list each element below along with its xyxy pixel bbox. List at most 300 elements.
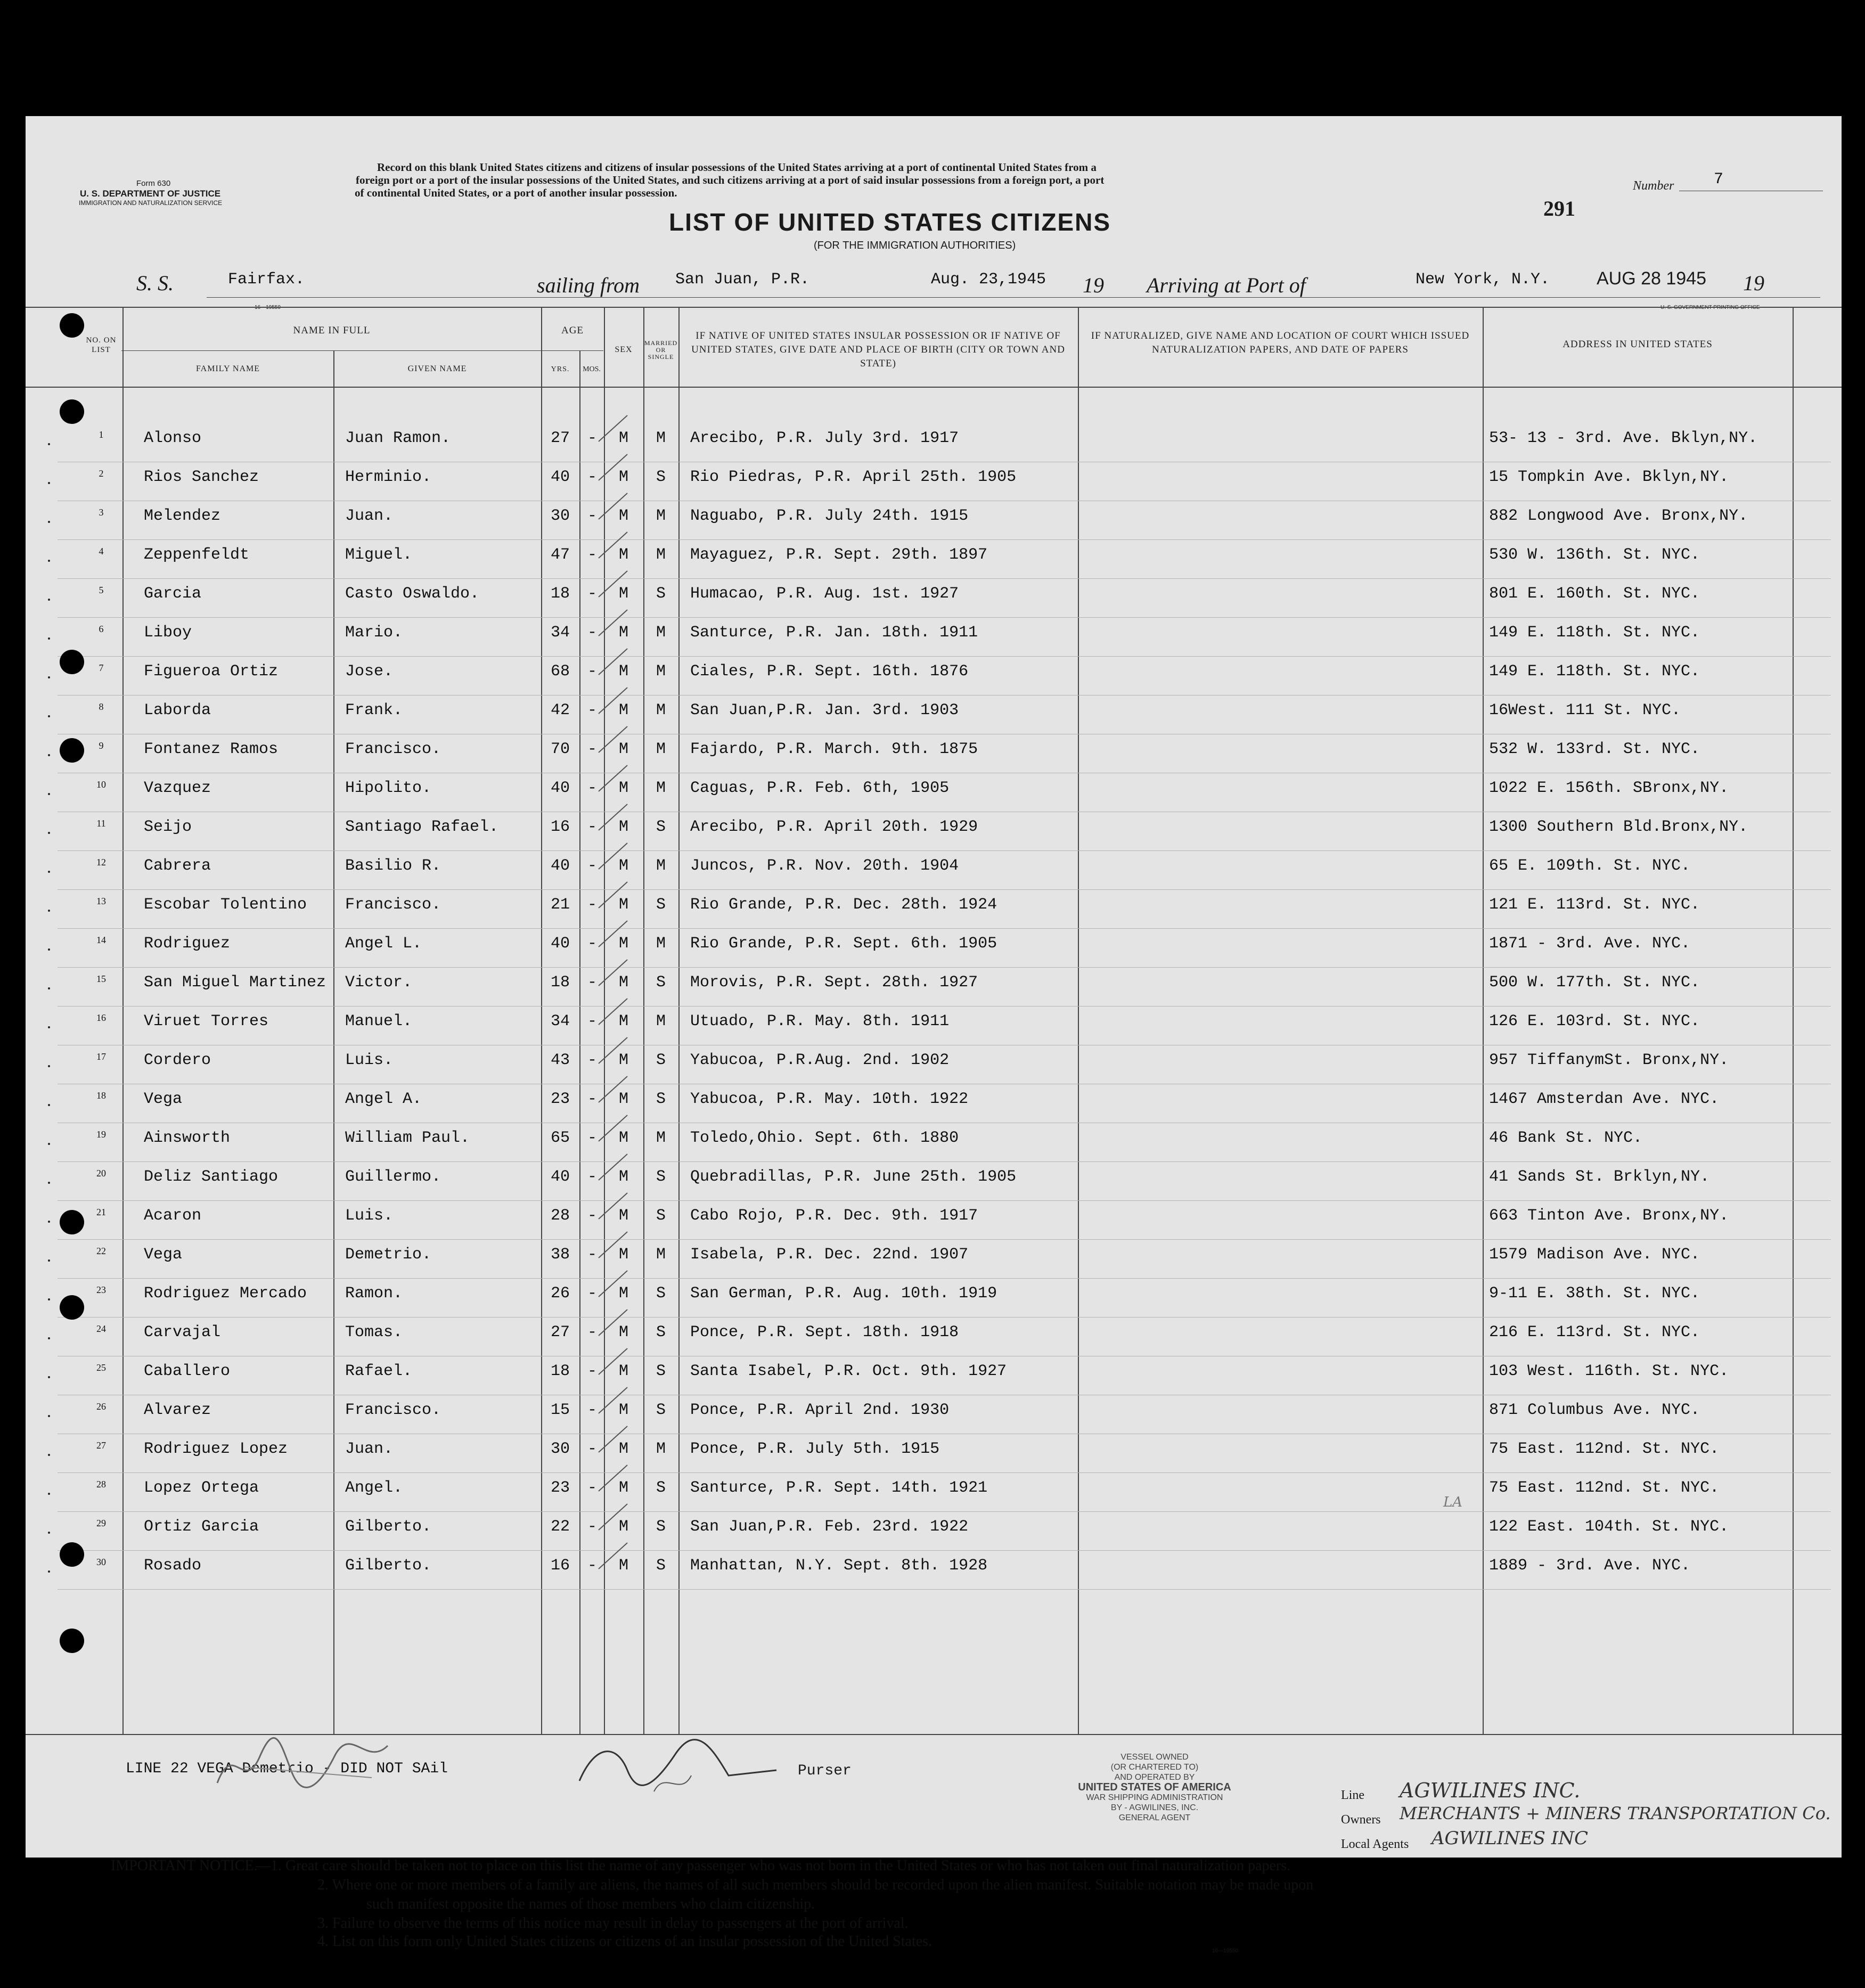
department: U. S. DEPARTMENT OF JUSTICE xyxy=(80,189,221,199)
notice-item-3: 3. Failure to observe the terms of this notice may result in delay to passengers at the port of arrival. xyxy=(317,1915,909,1932)
cell-sex: M xyxy=(618,896,628,914)
cell-sex: M xyxy=(618,1518,628,1536)
year-label-2: 19 xyxy=(1743,271,1764,295)
margin-tick xyxy=(48,1415,50,1417)
row-rule xyxy=(58,1317,1831,1318)
margin-tick xyxy=(48,1532,50,1534)
stamp-line: GENERAL AGENT xyxy=(1118,1813,1191,1822)
cell-sex: M xyxy=(618,546,628,564)
cell-yrs: 34 xyxy=(550,624,570,642)
voyage-underline xyxy=(207,297,1820,298)
cell-given: Demetrio. xyxy=(345,1246,432,1264)
cell-yrs: 27 xyxy=(550,1323,570,1341)
cell-family: Figueroa Ortiz xyxy=(144,662,279,681)
cell-address: 1871 - 3rd. Ave. NYC. xyxy=(1489,935,1691,953)
cell-given: Juan. xyxy=(345,507,394,525)
margin-tick xyxy=(48,637,50,640)
table-row xyxy=(26,1512,1842,1551)
cell-address: 216 E. 113rd. St. NYC. xyxy=(1489,1323,1700,1341)
table-row xyxy=(26,541,1842,579)
stamp-line: VESSEL OWNED xyxy=(1120,1753,1189,1762)
check-mark-icon xyxy=(594,1190,632,1222)
cell-ms: S xyxy=(656,1168,666,1186)
cell-sex: M xyxy=(618,1285,628,1303)
cell-sex: M xyxy=(618,818,628,836)
cell-mos: - xyxy=(587,1051,597,1069)
margin-tick xyxy=(48,1570,50,1573)
check-mark-icon xyxy=(594,1384,632,1416)
check-mark-icon xyxy=(594,451,632,483)
cell-mos: - xyxy=(587,662,597,681)
cell-address: 532 W. 133rd. St. NYC. xyxy=(1489,740,1700,758)
table-row xyxy=(26,813,1842,852)
margin-tick xyxy=(48,560,50,562)
cell-yrs: 18 xyxy=(550,1362,570,1380)
instructions-line-2: foreign port or a port of the insular possessions of the United States, and such citizens arriving at a port of said insular possessions from a foreign port, a port xyxy=(356,174,1105,186)
cell-birth: Naguabo, P.R. July 24th. 1915 xyxy=(690,507,969,525)
table-row xyxy=(26,1201,1842,1240)
margin-tick xyxy=(48,1104,50,1106)
header-naturalized: IF NATURALIZED, GIVE NAME AND LOCATION OF COURT WHICH ISSUED NATURALIZATION PAPERS, AND DATE OF PAPERS xyxy=(1091,330,1470,355)
cell-birth: Arecibo, P.R. July 3rd. 1917 xyxy=(690,429,959,447)
cell-address: 957 TiffanymSt. Bronx,NY. xyxy=(1489,1051,1729,1069)
check-mark-icon xyxy=(594,918,632,950)
margin-tick xyxy=(48,443,50,445)
cell-yrs: 23 xyxy=(550,1479,570,1497)
cell-birth: San Juan,P.R. Jan. 3rd. 1903 xyxy=(690,701,959,719)
cell-birth: Ciales, P.R. Sept. 16th. 1876 xyxy=(690,662,969,681)
cell-ms: S xyxy=(656,1323,666,1341)
cell-mos: - xyxy=(587,701,597,719)
cell-birth: Ponce, P.R. July 5th. 1915 xyxy=(690,1440,940,1458)
check-mark-icon xyxy=(594,412,632,444)
table-row xyxy=(26,1085,1842,1124)
binder-hole xyxy=(60,399,84,424)
cell-birth: Yabucoa, P.R. May. 10th. 1922 xyxy=(690,1090,969,1108)
cell-address: 65 E. 109th. St. NYC. xyxy=(1489,857,1691,875)
cell-given: Luis. xyxy=(345,1051,394,1069)
cell-ms: M xyxy=(656,701,666,719)
cell-ms: S xyxy=(656,818,666,836)
header-yrs: YRS. xyxy=(551,365,570,373)
cell-birth: Santa Isabel, P.R. Oct. 9th. 1927 xyxy=(690,1362,1007,1380)
cell-family: Zeppenfeldt xyxy=(144,546,250,564)
check-mark-icon xyxy=(594,1306,632,1338)
cell-yrs: 47 xyxy=(550,546,570,564)
cell-family: Viruet Torres xyxy=(144,1012,269,1030)
margin-tick xyxy=(48,1454,50,1456)
cell-sex: M xyxy=(618,468,628,486)
cell-address: 75 East. 112nd. St. NYC. xyxy=(1489,1440,1720,1458)
cell-family: Fontanez Ramos xyxy=(144,740,279,758)
cell-birth: Juncos, P.R. Nov. 20th. 1904 xyxy=(690,857,959,875)
check-mark-icon xyxy=(594,568,632,600)
cell-birth: Santurce, P.R. Sept. 14th. 1921 xyxy=(690,1479,988,1497)
table-row xyxy=(26,1007,1842,1046)
table-row xyxy=(26,968,1842,1007)
cell-no: 25 xyxy=(96,1362,106,1373)
owners-label: Owners xyxy=(1341,1813,1381,1827)
cell-mos: - xyxy=(587,779,597,797)
row-rule xyxy=(58,1006,1831,1007)
cell-yrs: 38 xyxy=(550,1246,570,1264)
cell-sex: M xyxy=(618,973,628,992)
cell-birth: Fajardo, P.R. March. 9th. 1875 xyxy=(690,740,978,758)
stamp-line: (OR CHARTERED TO) xyxy=(1110,1763,1199,1772)
header-address: ADDRESS IN UNITED STATES xyxy=(1563,339,1713,350)
table-row xyxy=(26,852,1842,890)
row-rule xyxy=(58,578,1831,579)
cell-no: 5 xyxy=(99,585,104,595)
cell-birth: Morovis, P.R. Sept. 28th. 1927 xyxy=(690,973,978,992)
row-rule xyxy=(58,1278,1831,1279)
check-mark-icon xyxy=(594,1345,632,1377)
row-rule xyxy=(58,928,1831,929)
cell-mos: - xyxy=(587,1168,597,1186)
cell-yrs: 65 xyxy=(550,1129,570,1147)
cell-given: Gilberto. xyxy=(345,1557,432,1575)
cell-address: 121 E. 113rd. St. NYC. xyxy=(1489,896,1700,914)
cell-sex: M xyxy=(618,429,628,447)
cell-ms: M xyxy=(656,546,666,564)
check-mark-icon xyxy=(594,1501,632,1533)
row-rule xyxy=(58,1472,1831,1473)
signature xyxy=(212,1735,414,1799)
cell-mos: - xyxy=(587,1129,597,1147)
binder-hole xyxy=(60,738,84,763)
arriving-label: Arriving at Port of xyxy=(1147,273,1306,297)
notice-item-1: —1. Great care should be taken not to place on this list the name of any passenger who was not born in the United States or who has not taken out final naturalization papers. xyxy=(256,1858,1291,1874)
cell-yrs: 26 xyxy=(550,1285,570,1303)
cell-yrs: 15 xyxy=(550,1401,570,1419)
cell-ms: M xyxy=(656,662,666,681)
cell-mos: - xyxy=(587,1557,597,1575)
cell-address: 801 E. 160th. St. NYC. xyxy=(1489,585,1700,603)
cell-no: 14 xyxy=(96,935,106,945)
table-top-border xyxy=(26,307,1842,308)
instructions-line-1: Record on this blank United States citizens and citizens of insular possessions of the United States arriving at a port of continental United States from a xyxy=(377,161,1097,174)
cell-yrs: 16 xyxy=(550,818,570,836)
header-mos: MOS. xyxy=(583,365,601,373)
cell-address: 149 E. 118th. St. NYC. xyxy=(1489,624,1700,642)
notice-code: 16—19550 xyxy=(1212,1948,1238,1954)
agents-value: AGWILINES INC xyxy=(1432,1828,1588,1849)
table-row xyxy=(26,1279,1842,1318)
margin-tick xyxy=(48,599,50,601)
cell-family: Liboy xyxy=(144,624,192,642)
cell-birth: Isabela, P.R. Dec. 22nd. 1907 xyxy=(690,1246,969,1264)
cell-birth: Rio Grande, P.R. Sept. 6th. 1905 xyxy=(690,935,997,953)
cell-sex: M xyxy=(618,1012,628,1030)
cell-family: Deliz Santiago xyxy=(144,1168,279,1186)
cell-address: 15 Tompkin Ave. Bklyn,NY. xyxy=(1489,468,1729,486)
cell-mos: - xyxy=(587,429,597,447)
table-row xyxy=(26,1551,1842,1590)
cell-family: Laborda xyxy=(144,701,211,719)
cell-given: Basilio R. xyxy=(345,857,441,875)
cell-ms: S xyxy=(656,1285,666,1303)
row-rule xyxy=(58,1161,1831,1162)
cell-no: 15 xyxy=(96,973,106,984)
cell-yrs: 28 xyxy=(550,1207,570,1225)
cell-no: 12 xyxy=(96,857,106,868)
check-mark-icon xyxy=(594,801,632,833)
cell-family: San Miguel Martinez xyxy=(144,973,326,992)
header-birth: IF NATIVE OF UNITED STATES INSULAR POSSESSION OR IF NATIVE OF UNITED STATES, GIVE DATE AND PLACE OF BIRTH (CITY OR TOWN AND STATE) xyxy=(691,330,1065,369)
cell-sex: M xyxy=(618,585,628,603)
margin-tick xyxy=(48,987,50,989)
cell-yrs: 70 xyxy=(550,740,570,758)
check-mark-icon xyxy=(594,1267,632,1299)
cell-family: Cordero xyxy=(144,1051,211,1069)
cell-address: 149 E. 118th. St. NYC. xyxy=(1489,662,1700,681)
cell-mos: - xyxy=(587,896,597,914)
cell-ms: M xyxy=(656,1012,666,1030)
cell-family: Lopez Ortega xyxy=(144,1479,259,1497)
cell-given: Ramon. xyxy=(345,1285,403,1303)
header-sex: SEX xyxy=(615,345,633,354)
check-mark-icon xyxy=(594,723,632,755)
cell-no: 9 xyxy=(99,740,104,751)
stamp-line: BY - AGWILINES, INC. xyxy=(1110,1803,1199,1812)
cell-birth: Ponce, P.R. April 2nd. 1930 xyxy=(690,1401,950,1419)
form-number: Form 630 xyxy=(136,179,171,188)
cell-mos: - xyxy=(587,585,597,603)
check-mark-icon xyxy=(594,1073,632,1105)
owners-value: MERCHANTS + MINERS TRANSPORTATION Co. xyxy=(1400,1803,1831,1823)
cell-ms: S xyxy=(656,1362,666,1380)
number-value: 7 xyxy=(1714,170,1724,189)
cell-given: Santiago Rafael. xyxy=(345,818,499,836)
cell-family: Vega xyxy=(144,1246,183,1264)
line-22-note: LINE 22 VEGA Demetrio - DID NOT SAil xyxy=(126,1761,448,1777)
table-row xyxy=(26,1124,1842,1163)
cell-family: Rios Sanchez xyxy=(144,468,259,486)
cell-sex: M xyxy=(618,779,628,797)
cell-given: Tomas. xyxy=(345,1323,403,1341)
cell-sex: M xyxy=(618,740,628,758)
cell-no: 1 xyxy=(99,429,104,440)
cell-yrs: 40 xyxy=(550,1168,570,1186)
header-given-name: GIVEN NAME xyxy=(407,364,467,373)
header-no: NO. ON LIST xyxy=(86,336,117,354)
row-rule xyxy=(58,1511,1831,1512)
table-row xyxy=(26,696,1842,735)
cell-no: 24 xyxy=(96,1323,106,1334)
table-row xyxy=(26,502,1842,541)
cell-given: Angel L. xyxy=(345,935,422,953)
cell-sex: M xyxy=(618,1323,628,1341)
cell-yrs: 40 xyxy=(550,857,570,875)
cell-given: Mario. xyxy=(345,624,403,642)
cell-birth: Manhattan, N.Y. Sept. 8th. 1928 xyxy=(690,1557,988,1575)
row-rule xyxy=(58,656,1831,657)
cell-given: Frank. xyxy=(345,701,403,719)
cell-yrs: 22 xyxy=(550,1518,570,1536)
margin-tick xyxy=(48,793,50,795)
cell-mos: - xyxy=(587,935,597,953)
table-row xyxy=(26,618,1842,657)
table-row xyxy=(26,579,1842,618)
cell-no: 7 xyxy=(99,662,104,673)
cell-yrs: 23 xyxy=(550,1090,570,1108)
cell-no: 20 xyxy=(96,1168,106,1179)
cell-mos: - xyxy=(587,1401,597,1419)
table-row xyxy=(26,424,1842,463)
row-rule xyxy=(58,889,1831,890)
cell-ms: S xyxy=(656,973,666,992)
cell-yrs: 68 xyxy=(550,662,570,681)
ss-label: S. S. xyxy=(136,271,174,295)
cell-given: Victor. xyxy=(345,973,413,992)
table-row xyxy=(26,774,1842,813)
cell-given: William Paul. xyxy=(345,1129,470,1147)
line-label: Line xyxy=(1341,1788,1364,1802)
margin-tick xyxy=(48,1221,50,1223)
notice-item-2-cont: such manifest opposite the names of those members who claim citizenship. xyxy=(366,1896,815,1912)
check-mark-icon xyxy=(594,1462,632,1494)
cell-family: Alonso xyxy=(144,429,202,447)
margin-tick xyxy=(48,1493,50,1495)
purser-label: Purser xyxy=(798,1763,852,1779)
cell-no: 19 xyxy=(96,1129,106,1140)
cell-given: Jose. xyxy=(345,662,394,681)
cell-family: Rodriguez Mercado xyxy=(144,1285,307,1303)
arrival-date-stamp: AUG 28 1945 xyxy=(1597,268,1707,289)
cell-birth: Arecibo, P.R. April 20th. 1929 xyxy=(690,818,978,836)
cell-given: Angel. xyxy=(345,1479,403,1497)
cell-yrs: 40 xyxy=(550,468,570,486)
sailing-label: sailing from xyxy=(537,273,640,297)
cell-birth: San Juan,P.R. Feb. 23rd. 1922 xyxy=(690,1518,969,1536)
cell-family: Vazquez xyxy=(144,779,211,797)
header-name-in-full: NAME IN FULL xyxy=(293,325,371,336)
cell-address: 103 West. 116th. St. NYC. xyxy=(1489,1362,1729,1380)
page-number: 291 xyxy=(1543,197,1575,220)
page-subtitle: (FOR THE IMMIGRATION AUTHORITIES) xyxy=(814,240,1016,251)
instructions-line-3: of continental United States, or a port of another insular possession. xyxy=(355,186,677,199)
cell-given: Juan. xyxy=(345,1440,394,1458)
cell-no: 22 xyxy=(96,1246,106,1256)
cell-sex: M xyxy=(618,1168,628,1186)
cell-sex: M xyxy=(618,662,628,681)
row-rule xyxy=(58,1239,1831,1240)
cell-no: 8 xyxy=(99,701,104,712)
cell-ms: S xyxy=(656,1207,666,1225)
cell-given: Casto Oswaldo. xyxy=(345,585,480,603)
notice-item-2: 2. Where one or more members of a family are aliens, the names of all such members should be recorded upon the alien manifest. Suitable notation may be made upon xyxy=(317,1877,1314,1893)
check-mark-icon xyxy=(594,1423,632,1455)
check-mark-icon xyxy=(594,1540,632,1572)
cell-family: Seijo xyxy=(144,818,192,836)
cell-ms: S xyxy=(656,1479,666,1497)
table-row xyxy=(26,657,1842,696)
cell-yrs: 21 xyxy=(550,896,570,914)
cell-birth: Yabucoa, P.R.Aug. 2nd. 1902 xyxy=(690,1051,950,1069)
table-row xyxy=(26,735,1842,774)
cell-family: Escobar Tolentino xyxy=(144,896,307,914)
binder-hole xyxy=(60,1542,84,1567)
cell-ms: M xyxy=(656,1246,666,1264)
binder-hole xyxy=(60,1210,84,1234)
margin-tick xyxy=(48,1259,50,1262)
row-rule xyxy=(58,695,1831,696)
cell-no: 30 xyxy=(96,1557,106,1567)
cell-sex: M xyxy=(618,1479,628,1497)
cell-given: Guillermo. xyxy=(345,1168,441,1186)
table-row xyxy=(26,1396,1842,1435)
cell-no: 27 xyxy=(96,1440,106,1451)
cell-ms: S xyxy=(656,1401,666,1419)
cell-given: Hipolito. xyxy=(345,779,432,797)
cell-mos: - xyxy=(587,1012,597,1030)
cell-yrs: 34 xyxy=(550,1012,570,1030)
cell-ms: S xyxy=(656,896,666,914)
name-subhead-rule xyxy=(121,350,603,351)
header-married-or-single: MARRIED OR SINGLE xyxy=(644,339,678,361)
cell-family: Garcia xyxy=(144,585,202,603)
margin-tick xyxy=(48,1376,50,1378)
cell-ms: S xyxy=(656,1051,666,1069)
cell-no: 10 xyxy=(96,779,106,790)
cell-no: 13 xyxy=(96,896,106,906)
purser-signature xyxy=(569,1738,792,1797)
cell-family: Rosado xyxy=(144,1557,202,1575)
cell-given: Rafael. xyxy=(345,1362,413,1380)
notice-heading: IMPORTANT NOTICE. xyxy=(111,1858,258,1874)
check-mark-icon xyxy=(594,840,632,872)
cell-given: Francisco. xyxy=(345,896,441,914)
cell-given: Angel A. xyxy=(345,1090,422,1108)
cell-birth: Humacao, P.R. Aug. 1st. 1927 xyxy=(690,585,959,603)
sailing-date: Aug. 23,1945 xyxy=(931,271,1046,289)
notice-item-4: 4. List on this form only United States citizens or citizens of an insular possession of the United States. xyxy=(317,1933,932,1950)
agents-label: Local Agents xyxy=(1341,1837,1409,1851)
margin-tick xyxy=(48,910,50,912)
check-mark-icon xyxy=(594,645,632,677)
cell-sex: M xyxy=(618,935,628,953)
cell-ms: M xyxy=(656,429,666,447)
binder-hole xyxy=(60,650,84,674)
margin-tick xyxy=(48,482,50,484)
table-row xyxy=(26,463,1842,502)
cell-mos: - xyxy=(587,857,597,875)
cell-mos: - xyxy=(587,740,597,758)
cell-family: Melendez xyxy=(144,507,221,525)
cell-mos: - xyxy=(587,1246,597,1264)
cell-no: 6 xyxy=(99,624,104,634)
cell-sex: M xyxy=(618,624,628,642)
row-rule xyxy=(58,1200,1831,1201)
table-row xyxy=(26,1357,1842,1396)
stamp-line: WAR SHIPPING ADMINISTRATION xyxy=(1086,1793,1223,1802)
cell-address: 1889 - 3rd. Ave. NYC. xyxy=(1489,1557,1691,1575)
cell-ms: S xyxy=(656,468,666,486)
cell-yrs: 40 xyxy=(550,779,570,797)
check-mark-icon xyxy=(594,762,632,794)
header-family-name: FAMILY NAME xyxy=(195,364,260,373)
cell-no: 21 xyxy=(96,1207,106,1217)
cell-yrs: 43 xyxy=(550,1051,570,1069)
row-rule xyxy=(58,1550,1831,1551)
cell-mos: - xyxy=(587,1323,597,1341)
cell-sex: M xyxy=(618,1362,628,1380)
cell-family: Alvarez xyxy=(144,1401,211,1419)
page-title: LIST OF UNITED STATES CITIZENS xyxy=(669,208,1111,236)
cell-no: 26 xyxy=(96,1401,106,1412)
cell-no: 29 xyxy=(96,1518,106,1528)
table-row xyxy=(26,1318,1842,1357)
